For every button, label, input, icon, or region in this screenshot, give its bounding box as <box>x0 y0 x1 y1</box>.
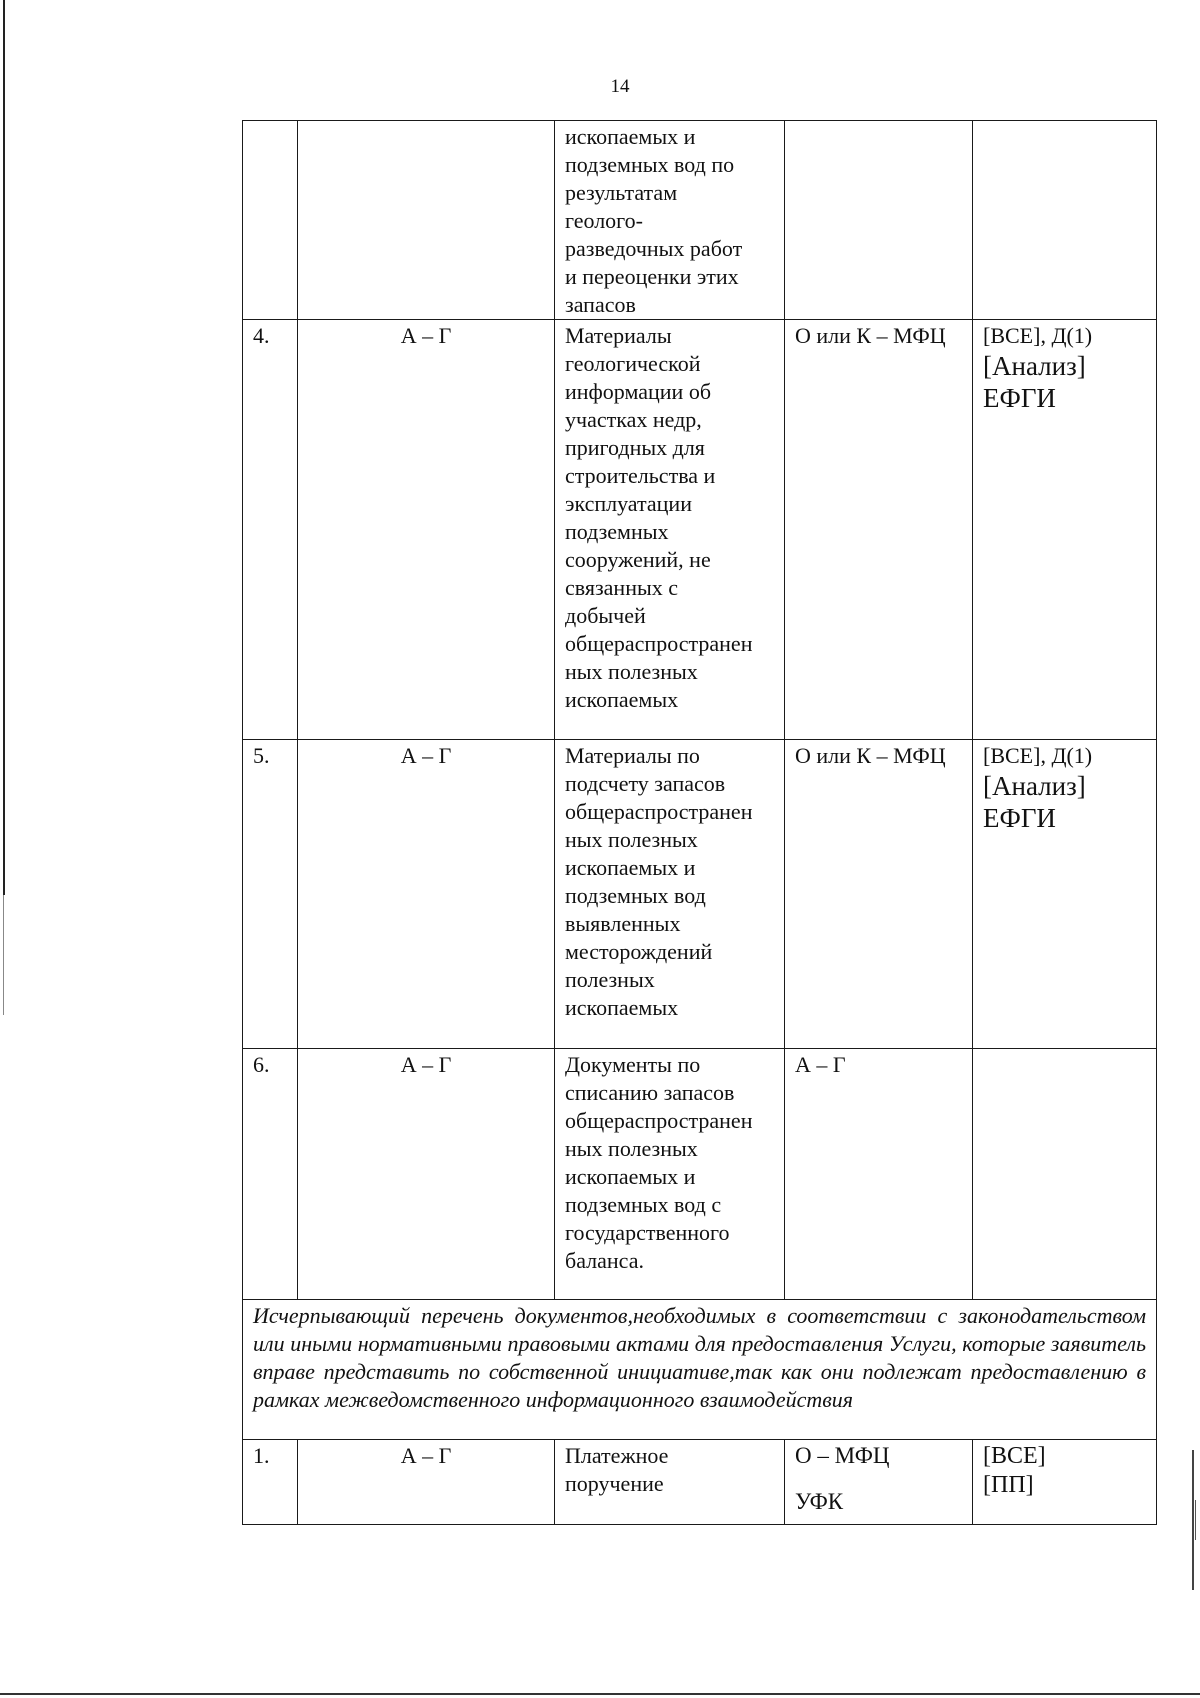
row-source: А – Г <box>785 1049 973 1300</box>
row-code: А – Г <box>298 1440 555 1525</box>
row-title: Документы по списанию запасов общераспространен ных полезных ископаемых и подземных вод с государственного баланса. <box>555 1049 785 1300</box>
row-tags <box>973 121 1157 320</box>
row-tags-line2: [Анализ] ЕФГИ <box>983 351 1086 413</box>
page-number: 14 <box>610 76 630 97</box>
row-title: Платежное поручение <box>555 1440 785 1525</box>
row-tags <box>973 1049 1157 1300</box>
row-title: Материалы геологической информации об участках недр, пригодных для строительства и эксплуатации подземных сооружений, не связанных с добычей общераспространен ных полезных ископаемых <box>555 320 785 740</box>
scan-edge-left <box>3 0 5 895</box>
row-tags <box>973 740 1157 1049</box>
row-code: А – Г <box>298 740 555 1049</box>
row-tags-line1: [ВСЕ], Д(1) <box>983 323 1093 348</box>
documents-table <box>242 120 1157 1525</box>
section-note-row <box>243 1300 1157 1440</box>
row-tags: [ВСЕ] [ПП] <box>973 1440 1157 1525</box>
scan-edge-left-lower <box>3 895 4 1015</box>
row-code: А – Г <box>298 1049 555 1300</box>
row-number <box>243 121 298 320</box>
table-row <box>243 1440 1157 1525</box>
row-tags-line1: [ВСЕ], Д(1) <box>983 743 1093 768</box>
row-tags-line2: [Анализ] ЕФГИ <box>983 771 1086 833</box>
table-row <box>243 121 1157 320</box>
table-row <box>243 740 1157 1049</box>
scan-edge-right-mark <box>1195 1500 1196 1540</box>
row-number: 6. <box>243 1049 298 1300</box>
section-note: Исчерпывающий перечень документов,необходимых в соответствии с законодательством или иными нормативными правовыми актами для предоставления Услуги, которые заявитель вправе представить по собственной инициативе,так как они подлежат предоставлению в рамках межведомственного информационного взаимодействия <box>243 1300 1157 1440</box>
row-source: О или К – МФЦ <box>785 320 973 740</box>
row-title: Материалы по подсчету запасов общераспространен ных полезных ископаемых и подземных вод выявленных месторождений полезных ископаемых <box>555 740 785 1049</box>
row-source: О или К – МФЦ <box>785 740 973 1049</box>
row-number: 4. <box>243 320 298 740</box>
row-code: А – Г <box>298 320 555 740</box>
row-number: 1. <box>243 1440 298 1525</box>
row-source-line2: УФК <box>795 1489 844 1514</box>
scan-edge-bottom <box>0 1693 1200 1695</box>
row-source <box>785 1440 973 1525</box>
scan-edge-right <box>1192 1450 1194 1590</box>
row-tags <box>973 320 1157 740</box>
row-source <box>785 121 973 320</box>
row-source-line1: О – МФЦ <box>795 1443 890 1468</box>
row-title: ископаемых и подземных вод по результатам геолого- разведочных работ и переоценки этих запасов <box>555 121 785 320</box>
row-code <box>298 121 555 320</box>
table-row <box>243 1049 1157 1300</box>
row-number: 5. <box>243 740 298 1049</box>
table-row <box>243 320 1157 740</box>
